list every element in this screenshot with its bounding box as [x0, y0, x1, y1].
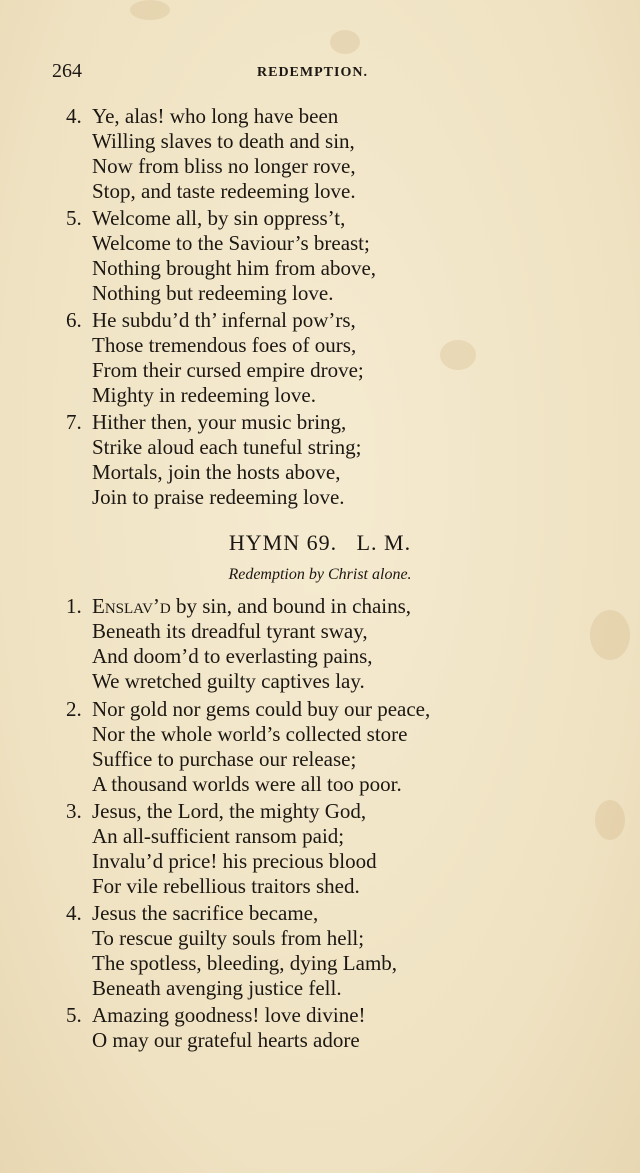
- verse-line: Jesus, the Lord, the mighty God,: [92, 799, 367, 823]
- verse-line: Welcome all, by sin oppress’t,: [92, 206, 346, 230]
- verse-line: To rescue guilty souls from hell;: [92, 926, 365, 950]
- verse-line: Suffice to purchase our release;: [92, 747, 357, 771]
- verse-line: From their cursed empire drove;: [92, 358, 364, 382]
- verse-line: An all-sufficient ransom paid;: [92, 824, 345, 848]
- verse-line: Nothing brought him from above,: [92, 256, 377, 280]
- first-word: Enslav’d: [92, 594, 171, 618]
- stanza-number: 6.: [66, 308, 82, 332]
- page-number: 264: [52, 60, 82, 82]
- stanza-h69-2: [66, 697, 536, 797]
- verse-line: For vile rebellious traitors shed.: [92, 874, 360, 898]
- stanza-number: 1.: [66, 594, 82, 618]
- verse-line: We wretched guilty captives lay.: [92, 669, 365, 693]
- stanza-h69-4: [66, 901, 536, 1001]
- stanza-h68-5: [66, 206, 536, 306]
- verse-line: by sin, and bound in chains,: [170, 594, 412, 618]
- verse-line: And doom’d to everlasting pains,: [92, 644, 373, 668]
- foxing-stain: [590, 610, 630, 660]
- verse-line: O may our grateful hearts adore: [92, 1028, 360, 1052]
- foxing-stain: [595, 800, 625, 840]
- stanza-h68-4: [66, 104, 536, 204]
- verse-line: Welcome to the Saviour’s breast;: [92, 231, 370, 255]
- stanza-number: 7.: [66, 410, 82, 434]
- verse-line: Stop, and taste redeeming love.: [92, 179, 356, 203]
- hymn-title: HYMN 69. L. M.: [228, 530, 412, 555]
- verse-line: Amazing goodness! love divine!: [92, 1003, 366, 1027]
- foxing-stain: [330, 30, 360, 54]
- verse-line: Beneath its dreadful tyrant sway,: [92, 619, 368, 643]
- stanza-h69-1: [66, 594, 536, 694]
- stanza-h69-3: [66, 799, 536, 899]
- verse-line: Now from bliss no longer rove,: [92, 154, 356, 178]
- verse-line: Mortals, join the hosts above,: [92, 460, 341, 484]
- verse-line: Nothing but redeeming love.: [92, 281, 334, 305]
- foxing-stain: [130, 0, 170, 20]
- stanza-h69-5: [66, 1003, 536, 1053]
- stanza-h68-6: [66, 308, 536, 408]
- verse-line: Those tremendous foes of ours,: [92, 333, 357, 357]
- verse-line: Nor gold nor gems could buy our peace,: [92, 697, 431, 721]
- verse-line: Hither then, your music bring,: [92, 410, 347, 434]
- stanza-number: 5.: [66, 206, 82, 230]
- hymn-subtitle: Redemption by Christ alone.: [228, 566, 412, 583]
- verse-line: He subdu’d th’ infernal pow’rs,: [92, 308, 356, 332]
- verse-line: Nor the whole world’s collected store: [92, 722, 408, 746]
- verse-line: Beneath avenging justice fell.: [92, 976, 342, 1000]
- stanza-number: 5.: [66, 1003, 82, 1027]
- verse-line: A thousand worlds were all too poor.: [92, 772, 402, 796]
- running-head: REDEMPTION.: [257, 65, 368, 80]
- verse-line: Mighty in redeeming love.: [92, 383, 316, 407]
- verse-line: Invalu’d price! his precious blood: [92, 849, 377, 873]
- stanza-h68-7: [66, 410, 536, 510]
- stanza-number: 4.: [66, 104, 82, 128]
- stanza-number: 4.: [66, 901, 82, 925]
- stanza-number: 3.: [66, 799, 82, 823]
- verse-line: Ye, alas! who long have been: [92, 104, 339, 128]
- verse-line: Willing slaves to death and sin,: [92, 129, 355, 153]
- verse-line: Join to praise redeeming love.: [92, 485, 345, 509]
- verse-line: The spotless, bleeding, dying Lamb,: [92, 951, 398, 975]
- stanza-number: 2.: [66, 697, 82, 721]
- verse-line: Jesus the sacrifice became,: [92, 901, 319, 925]
- verse-line: Strike aloud each tuneful string;: [92, 435, 362, 459]
- page-header: [52, 60, 522, 90]
